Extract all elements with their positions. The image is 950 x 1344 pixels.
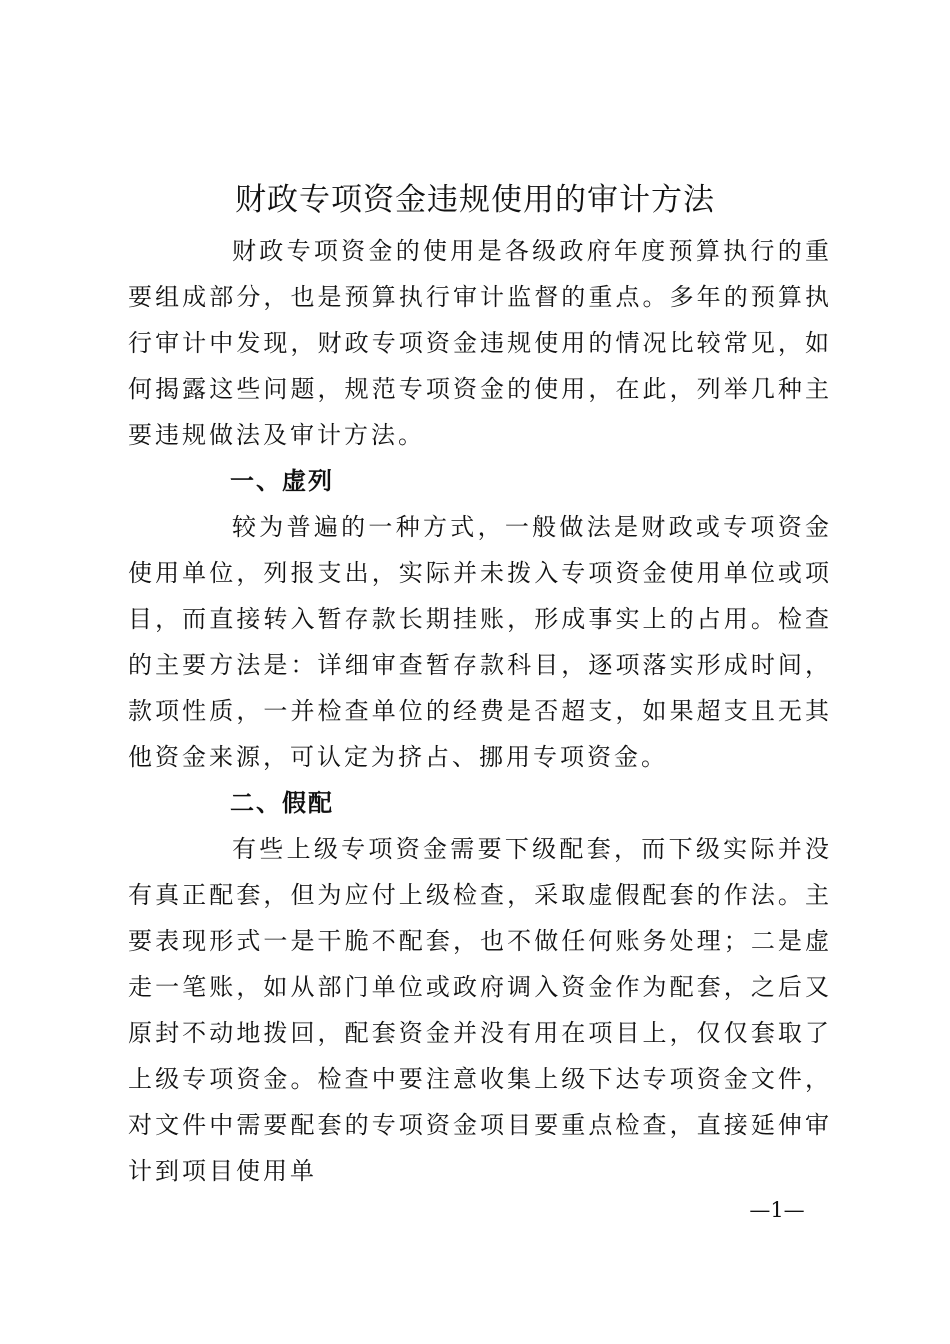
section-2-paragraph: 有些上级专项资金需要下级配套，而下级实际并没有真正配套，但为应付上级检查，采取虚假配套的作法。主要表现形式一是干脆不配套，也不做任何账务处理；二是虚走一笔账，如从部门单位或政府调入资金作为配套，之后又原封不动地拨回，配套资金并没有用在项目上，仅仅套取了上级专项资金。检查中要注意收集上级下达专项资金文件，对文件中需要配套的专项资金项目要重点检查，直接延伸审计到项目使用单 — [128, 835, 832, 1185]
page-number: —1— — [749, 1198, 805, 1222]
intro-paragraph: 财政专项资金的使用是各级政府年度预算执行的重要组成部分，也是预算执行审计监督的重点。多年的预算执行审计中发现，财政专项资金违规使用的情况比较常见，如何揭露这些问题，规范专项资金的使用，在此，列举几种主要违规做法及审计方法。 — [128, 237, 832, 449]
section-heading-1: 一、虚列 — [230, 467, 334, 495]
section-1-paragraph: 较为普遍的一种方式，一般做法是财政或专项资金使用单位，列报支出，实际并未拨入专项资金使用单位或项目，而直接转入暂存款长期挂账，形成事实上的占用。检查的主要方法是：详细审查暂存款科目，逐项落实形成时间，款项性质，一并检查单位的经费是否超支，如果超支且无其他资金来源，可认定为挤占、挪用专项资金。 — [128, 513, 832, 771]
document-title: 财政专项资金违规使用的审计方法 — [235, 182, 715, 218]
section-heading-2: 二、假配 — [230, 789, 334, 817]
